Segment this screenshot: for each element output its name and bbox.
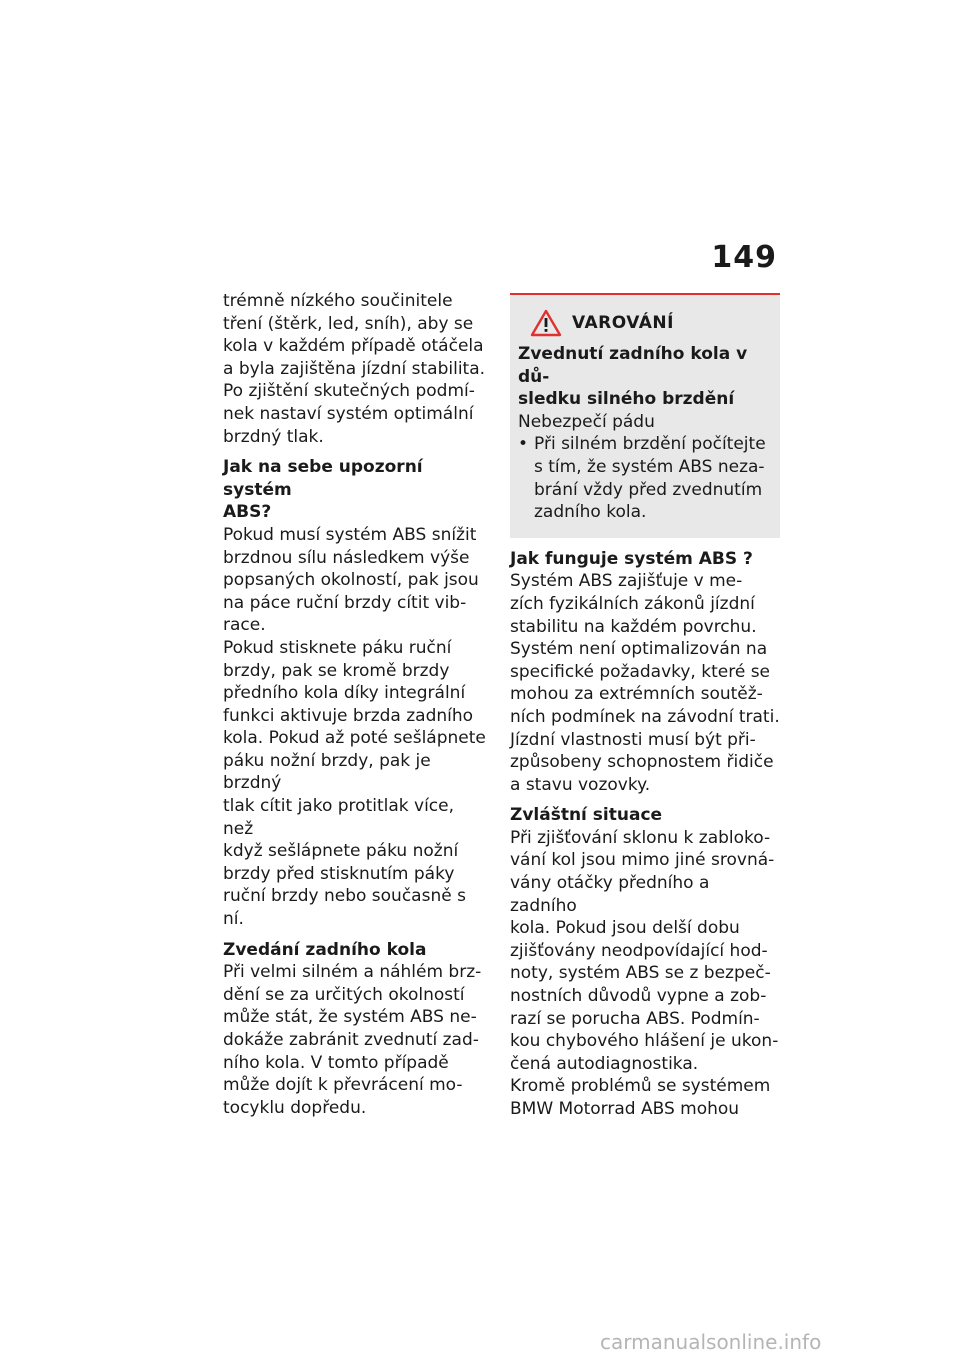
page-number: 149: [711, 240, 777, 275]
paragraph: Kromě problémů se systémem BMW Motorrad ABS mohou: [510, 1076, 771, 1119]
paragraph: Pokud musí systém ABS snížit brzdnou sílu následkem výše popsaných okolností, pak jsou na páce ruční brzdy cítit vib- race.: [223, 524, 479, 636]
warning-title: VAROVÁNÍ: [572, 312, 674, 333]
section-heading-abs-warning: Jak na sebe upozorní systém ABS?: [223, 457, 423, 523]
warning-box: [510, 293, 780, 538]
warning-header: [530, 309, 772, 337]
paragraph: Při velmi silném a náhlém brz- dění se za určitých okolností může stát, že systém ABS ne- dokáže zabránit zvednutí zad- ního kola. V tomto případě může dojít k převrácení mo- tocyklu dopředu.: [223, 962, 482, 1118]
warning-bullet-item: [518, 433, 772, 523]
warning-heading: Zvednutí zadního kola v dů- sledku silného brzdění: [518, 344, 748, 410]
section-heading-rear-wheel-lift: Zvedání zadního kola: [223, 939, 427, 960]
paragraph: trémně nízkého součinitele tření (štěrk, led, sníh), aby se kola v každém případě otáčela a byla zajištěna jízdní stabilita. Po zjištění skutečných podmí- nek nastaví systém optimální brzdný tlak.: [223, 291, 486, 447]
watermark: carmanualsonline.info: [600, 1330, 822, 1354]
warning-bullet-text: Při silném brzdění počítejte s tím, že systém ABS neza- brání vždy před zvednutím zadního kola.: [534, 434, 766, 523]
section-heading-special-situations: Zvláštní situace: [510, 805, 663, 826]
right-column: [510, 290, 780, 1121]
bullet-marker: •: [518, 434, 529, 455]
paragraph: Při zjišťování sklonu k zabloko- vání kol jsou mimo jiné srovná- vány otáčky předního a zadního kola. Pokud jsou delší dobu zjišťovány neodpovídající hod- noty, systém ABS se z bezpeč- nostních důvodů vypne a zob- razí se porucha ABS. Podmín- kou chybového hlášení je ukon- čená autodiagnostika.: [510, 827, 779, 1074]
paragraph: Systém ABS zajišťuje v me- zích fyzikálních zákonů jízdní stabilitu na každém povrchu. Systém není optimalizován na specifické požadavky, které se mohou za extrémních soutěž- ních podmínek na závodní trati. Jízdní vlastnosti musí být při- způsobeny schopnostem řidiče a stavu vozovky.: [510, 571, 780, 795]
section-heading-abs-function: Jak funguje systém ABS ?: [510, 548, 753, 569]
warning-risk: Nebezpečí pádu: [518, 411, 655, 432]
warning-triangle-icon: [530, 309, 562, 337]
left-column: [223, 290, 489, 1119]
paragraph: Pokud stisknete páku ruční brzdy, pak se kromě brzdy předního kola díky integrální funkci aktivuje brzda zadního kola. Pokud až poté sešlápnete páku nožní brzdy, pak je brzdný tlak cítit jako protitlak více, než když sešlápnete páku nožní brzdy před stisknutím páky ruční brzdy nebo současně s ní.: [223, 637, 486, 930]
